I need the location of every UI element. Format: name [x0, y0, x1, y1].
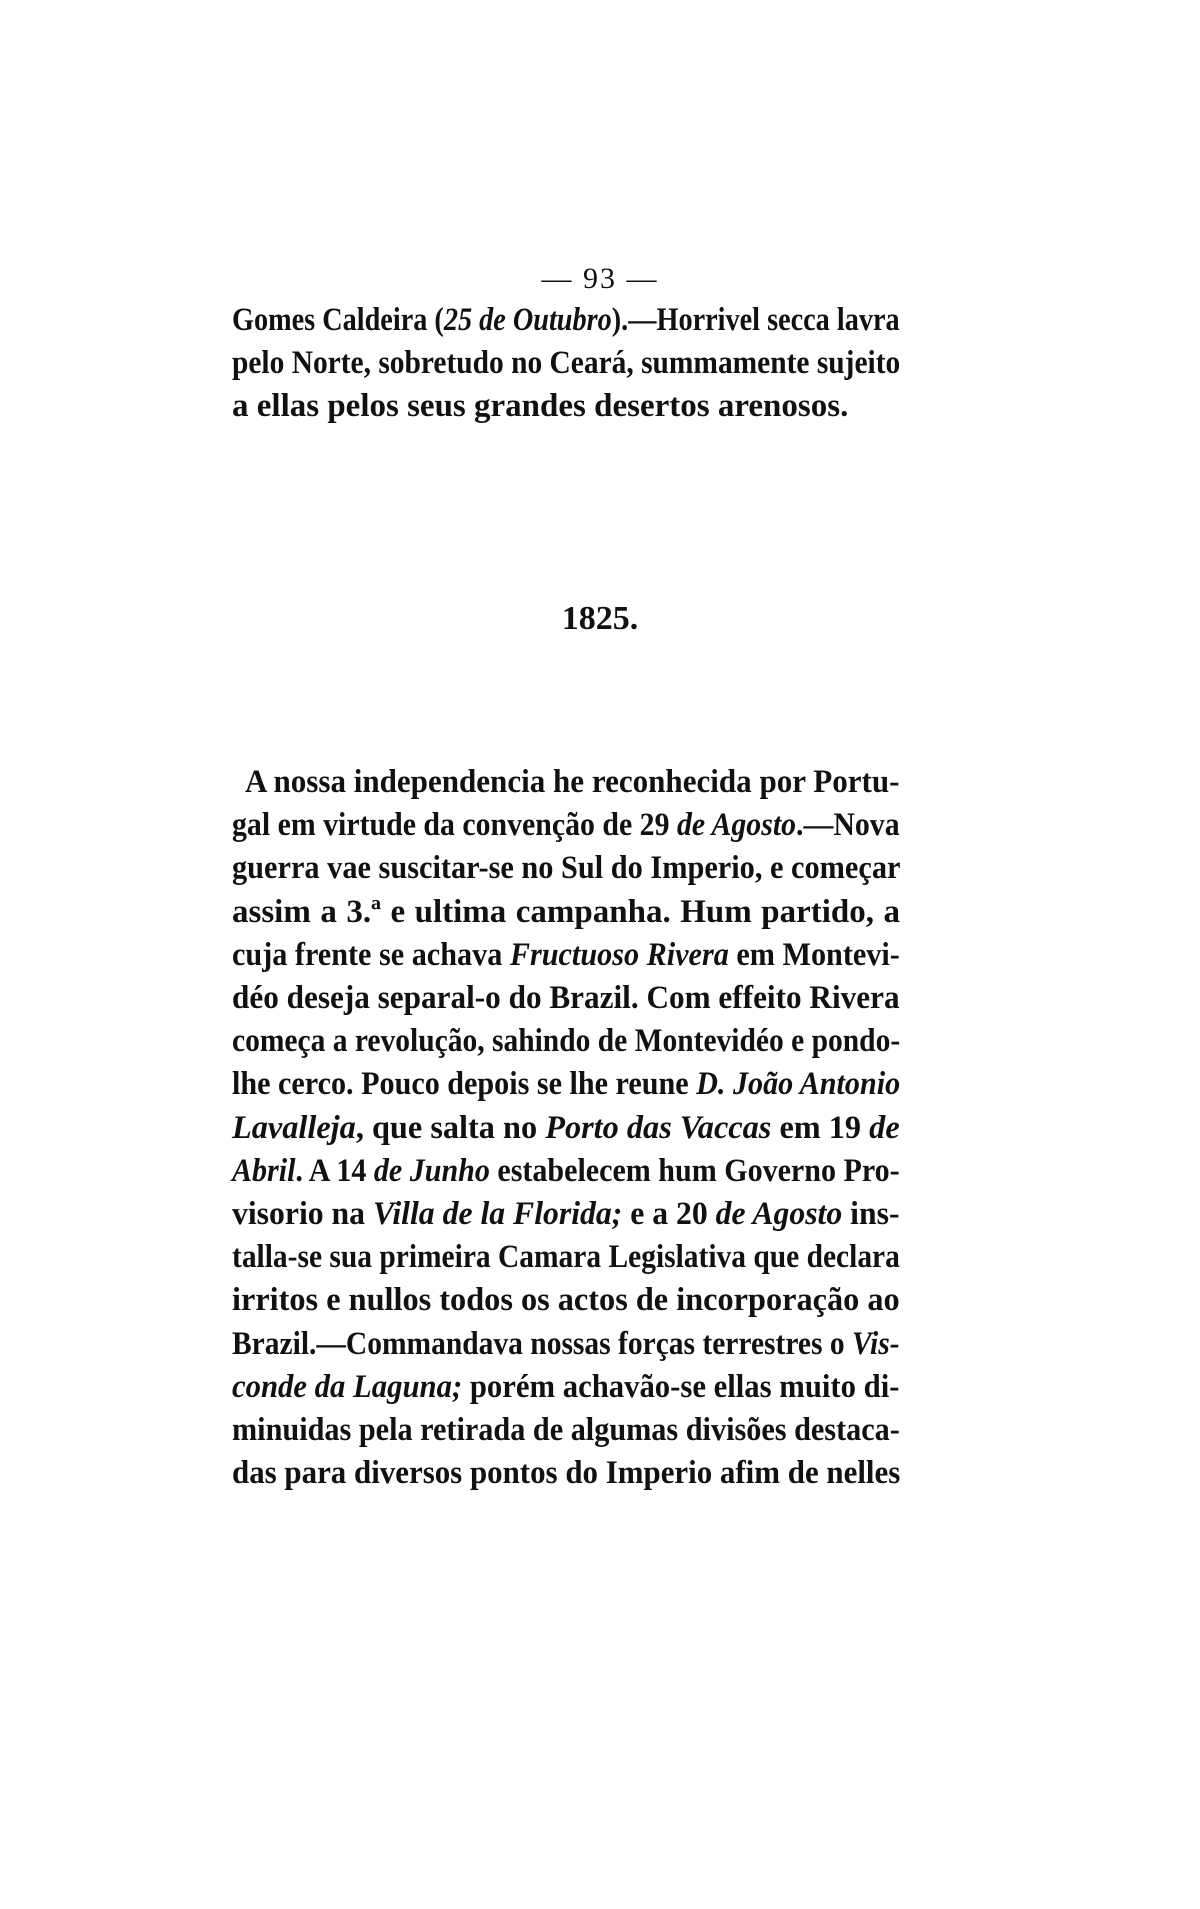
text-run: ).—Horrivel secca lavra [611, 302, 900, 338]
text-run: talla-se sua primeira Camara Legislativa que declara [232, 1239, 900, 1276]
italic-text: Vis- [852, 1325, 900, 1362]
text-run: .—Nova [796, 807, 900, 844]
text-run: e a 20 [622, 1196, 716, 1232]
text-line [232, 384, 900, 428]
text-run: estabelecem hum Governo Pro- [489, 1152, 900, 1189]
text-line [232, 1278, 900, 1322]
text-line [232, 1235, 900, 1279]
text-run: pelo Norte, sobretudo no Ceará, summamente sujeito [232, 345, 901, 381]
text-line [232, 1451, 901, 1495]
text-run: irritos e nullos todos os actos de incorporação ao [232, 1282, 900, 1319]
text-run: cuja frente se achava [232, 936, 510, 973]
italic-text: D. João Antonio [696, 1066, 901, 1103]
text-run: das para diversos pontos do Imperio afim de nelles [232, 1455, 901, 1492]
text-line [232, 803, 900, 847]
text-line [232, 1062, 901, 1106]
text-line [232, 298, 900, 342]
text-line [232, 846, 901, 890]
text-run: Brazil.—Commandava nossas forças terrestres o [232, 1325, 853, 1362]
text-line [232, 341, 901, 385]
text-run: começa a revolução, sahindo de Montevidéo e pondo- [232, 1023, 901, 1060]
text-run: . A 14 [295, 1152, 374, 1189]
italic-text: Lavalleja [232, 1109, 356, 1146]
italic-text: de Junho [373, 1152, 490, 1189]
text-run: ins- [842, 1196, 900, 1232]
italic-text: de [869, 1109, 900, 1146]
text-line [232, 1365, 900, 1409]
italic-text: Fructuoso Rivera [509, 936, 729, 973]
italic-text: Porto das Vaccas [545, 1109, 772, 1146]
text-run: minuidas pela retirada de algumas divisões destaca- [232, 1412, 900, 1448]
text-line [232, 1019, 901, 1063]
text-run: Gomes Caldeira ( [232, 302, 444, 338]
text-run: em Montevi- [728, 936, 900, 973]
italic-text: Villa de la Florida; [372, 1196, 623, 1232]
italic-text: Abril [232, 1152, 296, 1189]
year-heading: 1825. [561, 600, 639, 637]
text-run: porém achavão-se ellas muito di- [462, 1368, 900, 1405]
text-run: guerra vae suscitar-se no Sul do Imperio, e começar [232, 850, 901, 887]
text-run: gal em virtude da convenção de 29 [232, 807, 677, 844]
text-run: visorio na [232, 1196, 373, 1232]
text-line [232, 1106, 900, 1150]
text-run: lhe cerco. Pouco depois se lhe reune [232, 1066, 697, 1103]
text-run: em 19 [771, 1109, 870, 1146]
italic-text: de Agosto [715, 1196, 843, 1232]
text-run: assim a 3.ª e ultima campanha. Hum partido, a [232, 893, 900, 930]
italic-text: conde da Laguna; [232, 1368, 463, 1405]
text-line [232, 976, 900, 1020]
text-run: déo deseja separal-o do Brazil. Com effeito Rivera [232, 980, 900, 1016]
text-run: a ellas pelos seus grandes desertos arenosos. [232, 388, 849, 424]
text-run: A nossa independencia he reconhecida por Portu- [245, 764, 900, 800]
text-line [232, 1149, 900, 1193]
italic-text: de Agosto [676, 807, 797, 844]
text-run: , que salta no [355, 1109, 546, 1146]
text-line [245, 760, 900, 804]
page-number: — 93 — [541, 262, 659, 295]
text-line [232, 1408, 900, 1452]
italic-text: 25 de Outubro [443, 302, 612, 338]
text-line [232, 933, 900, 977]
text-line [232, 1192, 900, 1236]
text-line [232, 1322, 900, 1366]
text-line [232, 890, 900, 934]
